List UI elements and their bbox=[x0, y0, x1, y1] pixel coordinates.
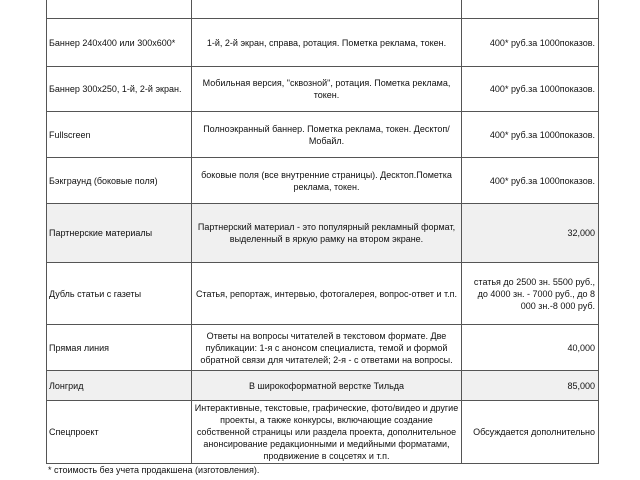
table-row bbox=[47, 401, 599, 464]
table-row bbox=[47, 325, 599, 371]
format-price: статья до 2500 зн. 5500 руб., до 4000 зн. - 7000 руб., до 8 000 зн.-8 000 руб. bbox=[462, 263, 599, 325]
format-price: 400* руб.за 1000показов. bbox=[462, 158, 599, 204]
price-table bbox=[46, 0, 599, 464]
table-row bbox=[47, 112, 599, 158]
table-row bbox=[47, 0, 599, 19]
format-description: боковые поля (все внутренние страницы). Десктоп.Пометка реклама, токен. bbox=[192, 158, 462, 204]
format-name: Прямая линия bbox=[47, 325, 192, 371]
format-description: Партнерский материал - это популярный рекламный формат, выделенный в яркую рамку на втором экране. bbox=[192, 204, 462, 263]
format-price: 400* руб.за 1000показов. bbox=[462, 67, 599, 112]
format-description: Мобильная версия, "сквозной", ротация. Пометка реклама, токен. bbox=[192, 67, 462, 112]
format-price: 400* руб.за 1000показов. bbox=[462, 112, 599, 158]
table-row bbox=[47, 19, 599, 67]
format-name: Лонгрид bbox=[47, 371, 192, 401]
format-name: Баннер 240х400 или 300х600* bbox=[47, 19, 192, 67]
format-price: 400* руб.за 1000показов. bbox=[462, 19, 599, 67]
format-name: Дубль статьи с газеты bbox=[47, 263, 192, 325]
format-price: 85,000 bbox=[462, 371, 599, 401]
format-name bbox=[47, 0, 192, 19]
table-row bbox=[47, 204, 599, 263]
format-name: Баннер 300х250, 1-й, 2-й экран. bbox=[47, 67, 192, 112]
format-description bbox=[192, 0, 462, 19]
format-description: Ответы на вопросы читателей в текстовом формате. Две публикации: 1-я с анонсом специалиста, темой и формой обратной связи для читателей; 2-я - с ответами на вопросы. bbox=[192, 325, 462, 371]
format-description: Интерактивные, текстовые, графические, фото/видео и другие проекты, а также конкурсы, включающие создание собственной страницы или раздела проекта, дополнительное анонсирование редакционными и медийными форматами, продвижение в соцсетях и т.п. bbox=[192, 401, 462, 464]
format-description: В широкоформатной верстке Тильда bbox=[192, 371, 462, 401]
table-row bbox=[47, 67, 599, 112]
table-row bbox=[47, 263, 599, 325]
format-description: Статья, репортаж, интервью, фотогалерея, вопрос-ответ и т.п. bbox=[192, 263, 462, 325]
format-name: Fullscreen bbox=[47, 112, 192, 158]
table-row bbox=[47, 371, 599, 401]
format-price: 32,000 bbox=[462, 204, 599, 263]
format-description: Полноэкранный баннер. Пометка реклама, токен. Десктоп/Мобайл. bbox=[192, 112, 462, 158]
format-description: 1-й, 2-й экран, справа, ротация. Пометка реклама, токен. bbox=[192, 19, 462, 67]
format-price: 40,000 bbox=[462, 325, 599, 371]
footnote: * стоимость без учета продакшена (изготовления). bbox=[48, 465, 260, 475]
format-name: Партнерские материалы bbox=[47, 204, 192, 263]
format-name: Спецпроект bbox=[47, 401, 192, 464]
format-name: Бэкграунд (боковые поля) bbox=[47, 158, 192, 204]
format-price: Обсуждается дополнительно bbox=[462, 401, 599, 464]
format-price bbox=[462, 0, 599, 19]
table-row bbox=[47, 158, 599, 204]
